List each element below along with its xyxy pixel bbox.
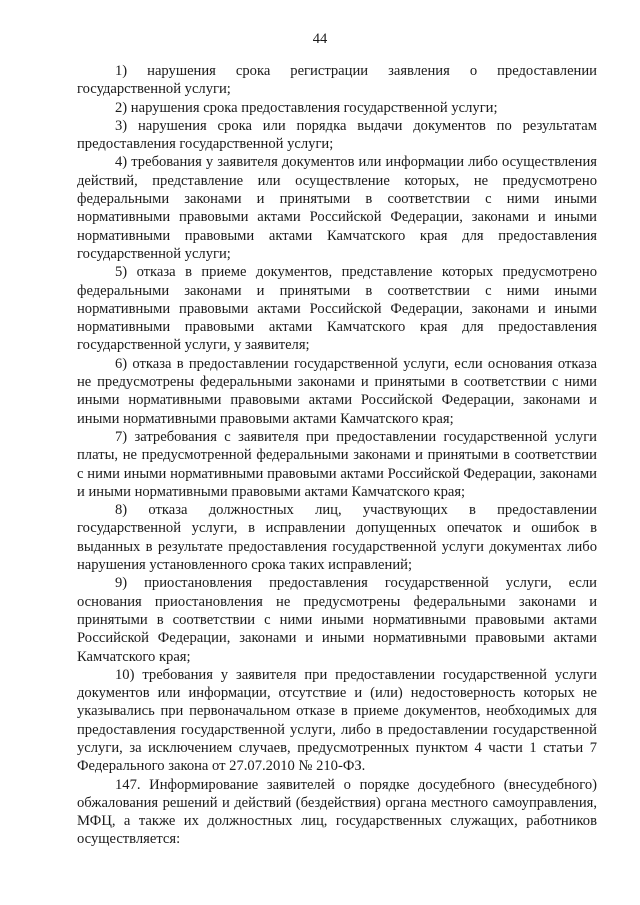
clause-147: 147. Информирование заявителей о порядке досудебного (внесудебного) обжалования решений и действий (бездействия) органа местного самоуправления, МФЦ, а также их должностных лиц, государственных служащих, работников осуществляется:	[77, 776, 597, 848]
list-item-2: 2) нарушения срока предоставления государственной услуги;	[115, 99, 498, 116]
list-item-4: 4) требования у заявителя документов или информации либо осуществления действий, представление или осуществление которых, не предусмотрено федеральными законами и принятыми в соответствии с ними иными нормативными правовыми актами Российской Федерации, законами и иными нормативными правовыми актами Камчатского края для предоставления государственной услуги;	[77, 154, 597, 262]
list-item-8: 8) отказа должностных лиц, участвующих в предоставлении государственной услуги, в исправлении допущенных опечаток и ошибок в выданных в результате предоставления государственной услуги документах либо нарушения установленного срока таких исправлений;	[77, 502, 597, 574]
list-item-7: 7) затребования с заявителя при предоставлении государственной услуги платы, не предусмотренной федеральными законами и принятыми в соответствии с ними иными нормативными правовыми актами Российской Федерации, законами и иными нормативными правовыми актами Камчатского края;	[77, 428, 597, 500]
page-number: 44	[312, 31, 328, 47]
list-item-1: 1) нарушения срока регистрации заявления о предоставлении государственной услуги;	[77, 63, 597, 98]
list-item-9: 9) приостановления предоставления государственной услуги, если основания приостановления не предусмотрены федеральными законами и принятыми в соответствии с ними иными нормативными правовыми актами Российской Федерации, законами и иными нормативными правовыми актами Камчатского края;	[77, 575, 597, 665]
document-body	[77, 62, 597, 849]
list-item-6: 6) отказа в предоставлении государственной услуги, если основания отказа не предусмотрены федеральными законами и принятыми в соответствии с ними иными нормативными правовыми актами Российской Федерации, законами и иными нормативными правовыми актами Камчатского края;	[77, 355, 597, 427]
list-item-10: 10) требования у заявителя при предоставлении государственной услуги документов или информации, отсутствие и (или) недостоверность которых не указывались при первоначальном отказе в приеме документов, необходимых для предоставления государственной услуги, либо в предоставлении государственной услуги, за исключением случаев, предусмотренных пунктом 4 части 1 статьи 7 Федерального закона от 27.07.2010 № 210-ФЗ.	[77, 666, 597, 775]
list-item-3: 3) нарушения срока или порядка выдачи документов по результатам предоставления государственной услуги;	[77, 117, 597, 153]
list-item-5: 5) отказа в приеме документов, представление которых предусмотрено федеральными законами и принятыми в соответствии с ними иными нормативными правовыми актами Российской Федерации, законами и иными нормативными правовыми актами Камчатского края для предоставления государственной услуги, у заявителя;	[77, 264, 597, 354]
